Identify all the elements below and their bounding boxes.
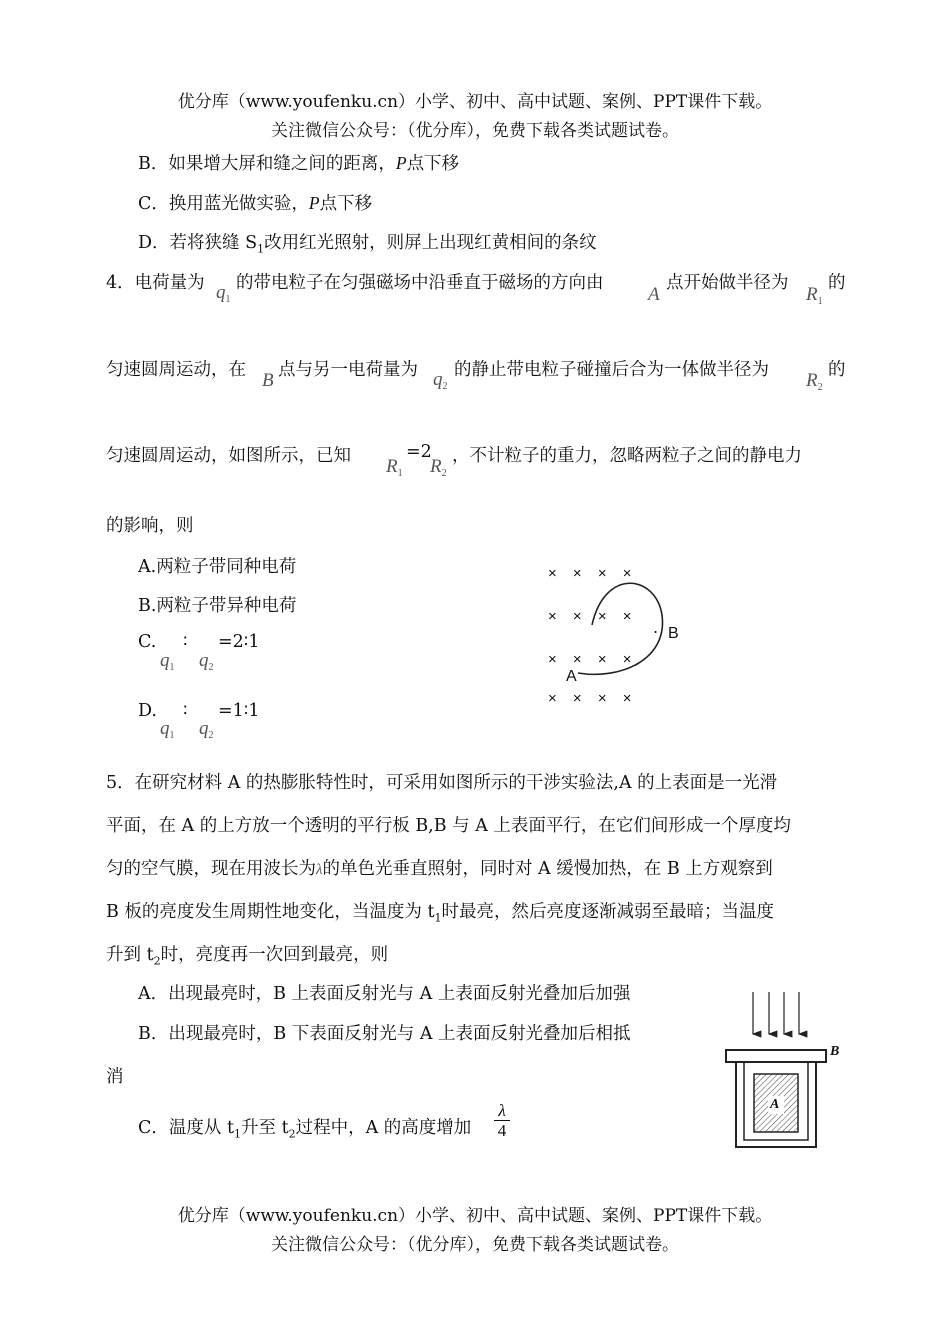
q4-option-d-q1: $q_1$: [160, 718, 175, 741]
q5-para-3-b: 的单色光垂直照射，同时对 A 缓慢加热，在 B 上方观察到: [322, 859, 773, 879]
trajectory-arc: [560, 575, 680, 685]
q4-option-d-colon: ∶: [183, 701, 188, 721]
q4-symbol-q2: $q_2$: [433, 369, 448, 392]
q5-option-b: B．出现最亮时，B 下表面反射光与 A 上表面反射光叠加后相抵: [138, 1024, 631, 1044]
q5-sub-2: 2: [153, 954, 161, 968]
q4-option-b: B.两粒子带异种电荷: [138, 596, 297, 616]
q3-option-d-text: D．若将狭缝 S: [138, 233, 258, 253]
q4-line4: 的影响，则: [106, 516, 194, 536]
q4-option-c-ratio: =2∶1: [218, 632, 260, 652]
q5-option-c: [138, 1114, 471, 1141]
q4-symbol-r1: $R_1$: [806, 284, 823, 307]
point-a-label: A: [566, 668, 577, 685]
q4-line3-a: 匀速圆周运动，如图所示，已知: [106, 446, 351, 466]
q4-line1-b: 的带电粒子在匀强磁场中沿垂直于磁场的方向由: [236, 273, 604, 293]
q5-sub-1: 1: [434, 911, 442, 925]
q3-option-d-sub: 1: [257, 242, 265, 256]
q4-line3-eq: =2: [406, 442, 432, 462]
q5-option-c-c: 过程中，A 的高度增加: [295, 1118, 472, 1138]
q5-option-c-sub1: 1: [234, 1127, 241, 1141]
q4-option-c-q1: $q_1$: [160, 650, 175, 673]
q4-line2-c: 的静止带电粒子碰撞后合为一体做半径为: [454, 360, 769, 380]
q4-line3-b: ，不计粒子的重力，忽略两粒子之间的静电力: [452, 446, 802, 466]
q5-option-b-cont: 消: [106, 1067, 124, 1087]
q3-option-b-end: 点下移: [406, 154, 460, 174]
q4-option-d-ratio: =1∶1: [218, 701, 260, 721]
q4-line1-d: 的: [828, 273, 846, 293]
q5-para-4-b: 时最亮，然后亮度逐渐减弱至最暗；当温度: [441, 902, 775, 922]
q5-option-a: A．出现最亮时，B 上表面反射光与 A 上表面反射光叠加后加强: [138, 984, 631, 1004]
point-b-label: B: [668, 625, 679, 642]
field-row-1: × × × ×: [548, 565, 638, 582]
header-line-2: 关注微信公众号：（优分库），免费下载各类试题试卷。: [271, 121, 679, 141]
q5-para-4-a: B 板的亮度发生周期性地变化，当温度为 t: [106, 902, 435, 922]
q4-option-d: D.: [138, 701, 157, 721]
field-row-4: × × × ×: [548, 690, 638, 707]
q4-line1-c: 点开始做半径为: [666, 273, 789, 293]
q5-para-2: 平面，在 A 的上方放一个透明的平行板 B,B 与 A 上表面平行，在它们间形成一个厚度均: [106, 816, 791, 836]
q4-line1-a: 4．电荷量为: [106, 273, 205, 293]
q3-option-c-end: 点下移: [319, 194, 373, 214]
q3-symbol-p: P: [395, 153, 407, 173]
q3-option-d: [138, 229, 597, 256]
q4-line2-b: 点与另一电荷量为: [278, 360, 418, 380]
q5-para-4: [106, 898, 774, 925]
q5-option-c-sub2: 2: [288, 1127, 296, 1141]
q3-symbol-p: P: [308, 193, 320, 213]
fraction: [494, 1102, 510, 1141]
q5-para-5-b: 时，亮度再一次回到最亮，则: [160, 945, 389, 965]
q5-para-3: [106, 855, 773, 880]
q4-symbol-a: A: [648, 284, 660, 305]
q5-para-3-a: 匀的空气膜，现在用波长为: [106, 859, 316, 879]
q3-option-b: [138, 150, 459, 175]
q4-symbol-q1: $q_1$: [216, 282, 231, 305]
q4-symbol-r1: $R_1$: [386, 456, 403, 479]
q4-line2-d: 的: [828, 360, 846, 380]
q4-option-c-colon: ∶: [183, 632, 188, 652]
q5-option-c-a: C．温度从 t: [138, 1118, 234, 1138]
q4-option-c-q2: $q_2$: [199, 650, 214, 673]
header-line-1: 优分库（www.youfenku.cn）小学、初中、高中试题、案例、PPT课件下载。: [177, 92, 773, 112]
interference-apparatus: [720, 990, 850, 1155]
q4-option-a: A.两粒子带同种电荷: [138, 557, 297, 577]
q4-line2-a: 匀速圆周运动，在: [106, 360, 246, 380]
fraction-denominator: 4: [494, 1120, 510, 1141]
point-b-dot: .: [653, 618, 659, 637]
q4-option-d-q2: $q_2$: [199, 718, 214, 741]
field-row-2: × × × ×: [548, 608, 638, 625]
q3-option-d-end: 改用红光照射，则屏上出现红黄相间的条纹: [264, 233, 597, 253]
footer-line-1: 优分库（www.youfenku.cn）小学、初中、高中试题、案例、PPT课件下载。: [177, 1206, 773, 1226]
q5-para-5: [106, 941, 388, 968]
block-a-label: A: [770, 1097, 780, 1112]
fraction-numerator: λ: [498, 1101, 506, 1120]
q3-option-c: [138, 190, 372, 215]
plate-b-label: B: [830, 1044, 840, 1059]
q5-option-c-b: 升至 t: [241, 1118, 289, 1138]
lambda-symbol: λ: [316, 862, 323, 878]
q5-para-5-a: 升到 t: [106, 945, 154, 965]
q4-option-c: C.: [138, 632, 157, 652]
q4-symbol-r2: $R_2$: [430, 456, 447, 479]
q3-option-c-text: C．换用蓝光做实验，: [138, 194, 309, 214]
q3-option-b-text: B．如果增大屏和缝之间的距离，: [138, 154, 396, 174]
q4-symbol-r2: $R_2$: [806, 370, 823, 393]
field-row-3: × × × ×: [548, 651, 638, 668]
q4-symbol-b: B: [262, 370, 274, 391]
q5-para-1: 5．在研究材料 A 的热膨胀特性时，可采用如图所示的干涉实验法,A 的上表面是一光滑: [106, 773, 778, 793]
footer-line-2: 关注微信公众号：（优分库），免费下载各类试题试卷。: [271, 1235, 679, 1255]
